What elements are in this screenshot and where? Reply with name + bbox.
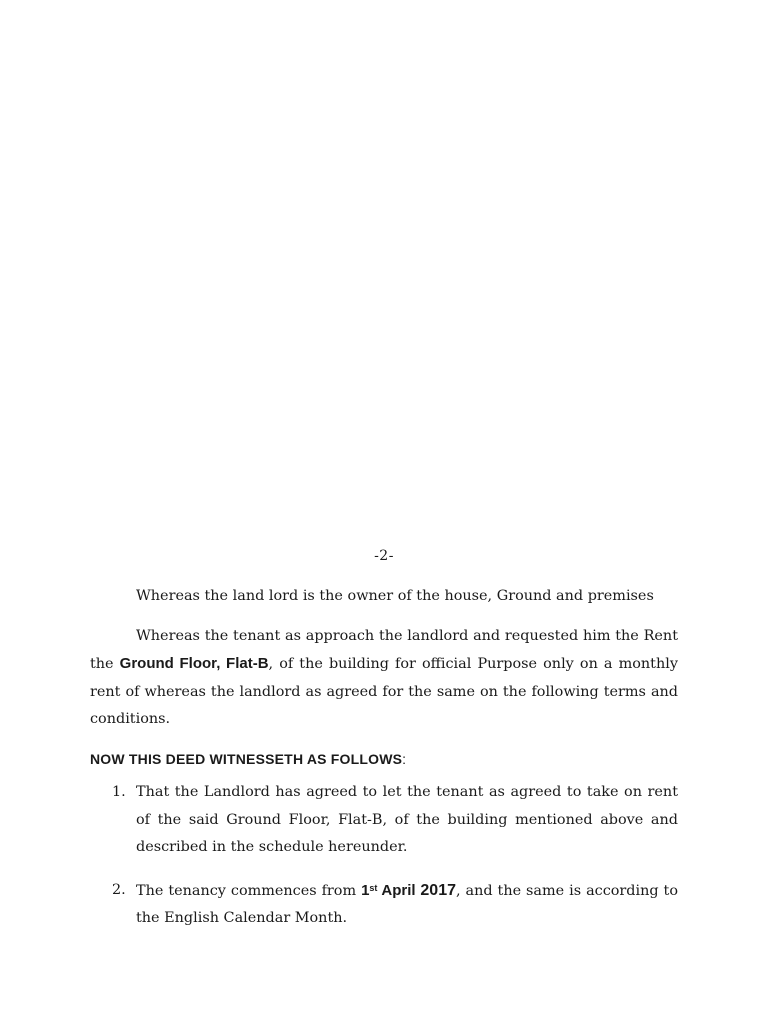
commencement-date <box>361 882 456 899</box>
date-month: April <box>377 881 416 899</box>
date-year: 2017 <box>415 881 456 899</box>
terms-list <box>90 779 678 933</box>
flat-b-bold: Flat-B <box>226 655 269 672</box>
bold-separator: , <box>216 655 227 672</box>
list-item <box>90 779 678 862</box>
list-item-text-end: , and the same is according to the English Calendar Month. <box>136 882 678 926</box>
list-item-number: 2. <box>112 881 126 898</box>
list-item-text-start: The tenancy commences from <box>136 882 362 899</box>
date-ordinal: st <box>369 882 378 893</box>
paragraph-text-end: , of the building for official Purpose only on a monthly rent of whereas the landlord as agreed for the same on the following terms and conditions. <box>90 656 678 727</box>
heading-text: NOW THIS DEED WITNESSETH AS FOLLOWS <box>90 750 403 767</box>
section-heading <box>90 746 678 774</box>
date-day: 1 <box>361 881 370 899</box>
page-number: -2- <box>374 548 394 564</box>
ground-floor-bold: Ground Floor <box>119 655 217 672</box>
whereas-owner-paragraph: Whereas the land lord is the owner of the house, Ground and premises <box>136 588 654 604</box>
document-body <box>90 583 678 948</box>
paragraph-text-start: Whereas the tenant as approach the landlord and requested him the Rent the <box>90 627 678 672</box>
heading-colon: : <box>402 750 407 767</box>
list-item <box>90 877 678 933</box>
list-item-number: 1. <box>112 784 126 800</box>
whereas-tenant-paragraph <box>90 623 678 734</box>
list-item-text: That the Landlord has agreed to let the tenant as agreed to take on rent of the said Ground Floor, Flat-B, of the building mentioned above and described in the schedule hereunder. <box>136 784 678 855</box>
